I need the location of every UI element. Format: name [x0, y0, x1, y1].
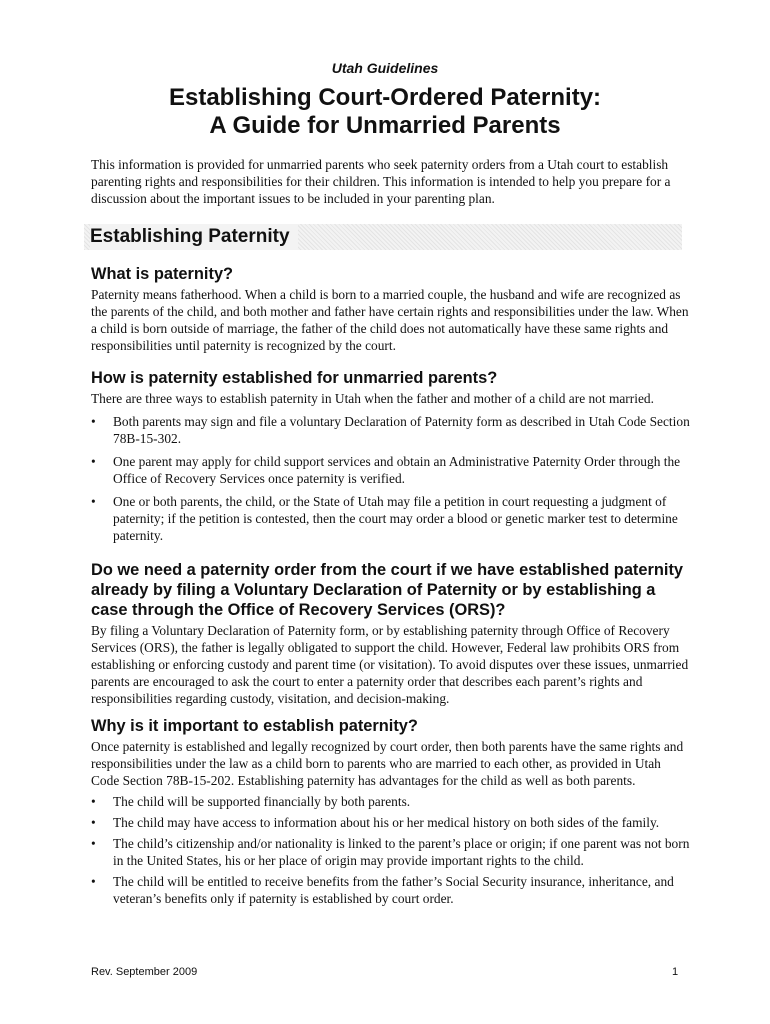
what-is-paternity-heading: What is paternity?	[91, 265, 234, 283]
title-line-1: Establishing Court-Ordered Paternity:	[168, 84, 602, 111]
bullet-icon: •	[91, 874, 96, 889]
list-item: • The child may have access to information about his or her medical history on both sides of the family.	[91, 815, 660, 830]
how-established-body: There are three ways to establish paternity in Utah when the father and mother of a child are not married.	[91, 391, 654, 406]
list-item: • One or both parents, the child, or the State of Utah may file a petition in court requesting a judgment of paternity; if the petition is contested, then the court may order a blood or genetic marker test to determine paternity.	[91, 494, 678, 543]
how-established-heading: How is paternity established for unmarried parents?	[91, 369, 498, 387]
bullet-icon: •	[91, 815, 96, 830]
why-important-body: Once paternity is established and legally recognized by court order, then both parents have the same rights and responsibilities under the law as a child born to parents who are married to each other, as provided in Utah Code Section 78B-15-202. Establishing paternity has advantages for the child as well as both parents.	[91, 739, 684, 788]
court-order-heading: Do we need a paternity order from the court if we have established paternity already by filing a Voluntary Declaration of Paternity or by establishing a case through the Office of Recovery Services (ORS)?	[91, 561, 684, 619]
why-important-section	[91, 716, 691, 907]
list-item: • One parent may apply for child support services and obtain an Administrative Paternity Order through the Office of Recovery Services once paternity is verified.	[91, 454, 681, 486]
document-title	[0, 84, 770, 140]
why-important-heading: Why is it important to establish paternity?	[91, 717, 418, 735]
section-heading-bar	[84, 224, 682, 250]
document-supertitle: Utah Guidelines	[331, 60, 439, 76]
bullet-icon: •	[91, 794, 96, 809]
what-is-paternity-body: Paternity means fatherhood. When a child is born to a married couple, the husband and wife are recognized as the parents of the child, and both mother and father have certain rights and responsibilities under the law. When a child is born outside of marriage, the father of the child does not automatically have these same rights and responsibilities until paternity is recognized by the court.	[91, 287, 689, 353]
how-established-list	[91, 413, 691, 544]
intro-paragraph: This information is provided for unmarried parents who seek paternity orders from a Utah court to establish parenting rights and responsibilities for their children. This information is intended to help you prepare for a discussion about the important issues to be included in your parenting plan.	[91, 157, 671, 206]
list-item: • The child will be supported financially by both parents.	[91, 794, 411, 809]
court-order-section	[91, 560, 691, 707]
why-important-list	[91, 793, 691, 907]
title-line-2: A Guide for Unmarried Parents	[209, 112, 561, 139]
bullet-icon: •	[91, 454, 96, 469]
bullet-icon: •	[91, 836, 96, 851]
footer-page-number: 1	[672, 966, 679, 978]
what-is-paternity-section	[91, 264, 691, 354]
court-order-body: By filing a Voluntary Declaration of Paternity form, or by establishing paternity through Office of Recovery Services (ORS), the father is legally obligated to support the child. However, Federal law prohibits ORS from establishing or enforcing custody and parent time (or visitation). To avoid disputes over these issues, unmarried parents are encouraged to ask the court to enter a paternity order that describes each parent’s rights and responsibilities regarding custody, visitation, and decision-making.	[91, 623, 689, 706]
footer-revision: Rev. September 2009	[91, 966, 198, 978]
section-heading: Establishing Paternity	[90, 224, 298, 250]
bullet-icon: •	[91, 494, 96, 509]
list-item: • The child’s citizenship and/or nationality is linked to the parent’s place or origin; if one parent was not born in the United States, his or her place of origin may provide important rights to the child.	[91, 836, 690, 868]
how-established-section	[91, 368, 691, 544]
list-item: • The child will be entitled to receive benefits from the father’s Social Security insurance, inheritance, and veteran’s benefits only if paternity is established by court order.	[91, 874, 674, 906]
list-item: • Both parents may sign and file a voluntary Declaration of Paternity form as described in Utah Code Section 78B-15-302.	[91, 414, 690, 446]
bullet-icon: •	[91, 414, 96, 429]
